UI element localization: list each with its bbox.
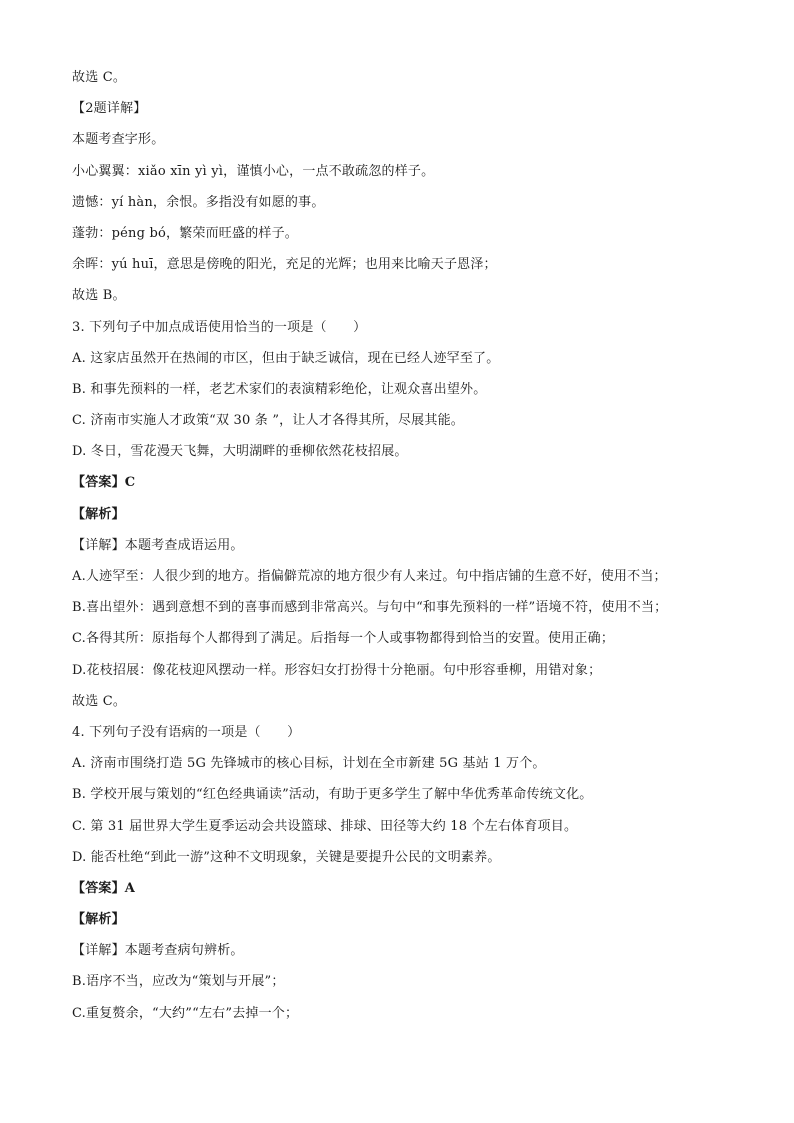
explanation-a: A.人迹罕至：人很少到的地方。指偏僻荒凉的地方很少有人来过。句中指店铺的生意不好，使用不当； <box>72 569 667 584</box>
detail-line: 【详解】本题考查成语运用。 <box>72 537 244 553</box>
detail-line: 【详解】本题考查病句辨析。 <box>72 943 244 959</box>
option-a: A. 这家店虽然开在热闹的市区，但由于缺乏诚信，现在已经人迹罕至了。 <box>72 350 500 366</box>
option-d: D. 冬日，雪花漫天飞舞，大明湖畔的垂柳依然花枝招展。 <box>72 444 408 460</box>
explanation-c: C.重复赘余，“大约”“左右”去掉一个； <box>72 1005 299 1021</box>
answer-label: 【答案】C <box>72 475 136 491</box>
option-c: C. 第 31 届世界大学生夏季运动会共设篮球、排球、田径等大约 18 个左右体育项目。 <box>72 818 578 834</box>
question-3: 3. 下列句子中加点成语使用恰当的一项是（ ） <box>72 319 367 335</box>
explanation-d: D.花枝招展：像花枝迎风摆动一样。形容妇女打扮得十分艳丽。句中形容垂柳，用错对象； <box>72 662 602 678</box>
option-b: B. 学校开展与策划的“红色经典诵读”活动，有助于更多学生了解中华优秀革命传统文化。 <box>72 787 593 803</box>
section-heading: 【2题详解】 <box>72 101 147 117</box>
option-c: C. 济南市实施人才政策“双 30 条 ”，让人才各得其所，尽展其能。 <box>72 413 464 429</box>
text-line-5: 遗憾：yí hàn，余恨。多指没有如愿的事。 <box>72 194 325 210</box>
option-d: D. 能否杜绝“到此一游”这种不文明现象，关键是要提升公民的文明素养。 <box>72 849 501 865</box>
text-line-1: 故选 C。 <box>72 70 127 85</box>
explanation-b: B.喜出望外：遇到意想不到的喜事而感到非常高兴。与句中“和事先预料的一样”语境不符，使用不当； <box>72 600 668 616</box>
option-b: B. 和事先预料的一样，老艺术家们的表演精彩绝伦，让观众喜出望外。 <box>72 381 487 397</box>
option-a: A. 济南市围绕打造 5G 先锋城市的核心目标，计划在全市新建 5G 基站 1 万个。 <box>72 756 546 772</box>
text-line-6: 蓬勃：péng bó，繁荣而旺盛的样子。 <box>72 225 298 241</box>
explanation-c: C.各得其所：原指每个人都得到了满足。后指每一个人或事物都得到恰当的安置。使用正确； <box>72 631 615 647</box>
conclusion-line: 故选 C。 <box>72 693 127 709</box>
text-line-4: 小心翼翼：xiǎo xīn yì yì，谨慎小心，一点不敢疏忽的样子。 <box>72 163 435 179</box>
text-line-8: 故选 B。 <box>72 288 126 304</box>
document-page <box>72 62 732 1029</box>
explanation-b: B.语序不当，应改为“策划与开展”； <box>72 974 285 990</box>
analysis-label: 【解析】 <box>72 506 125 522</box>
question-4: 4. 下列句子没有语病的一项是（ ） <box>72 724 301 740</box>
answer-label: 【答案】A <box>72 880 136 896</box>
text-line-3: 本题考查字形。 <box>72 132 165 148</box>
text-line-7: 余晖：yú huī，意思是傍晚的阳光，充足的光辉；也用来比喻天子恩泽； <box>72 257 497 273</box>
analysis-label: 【解析】 <box>72 912 125 928</box>
